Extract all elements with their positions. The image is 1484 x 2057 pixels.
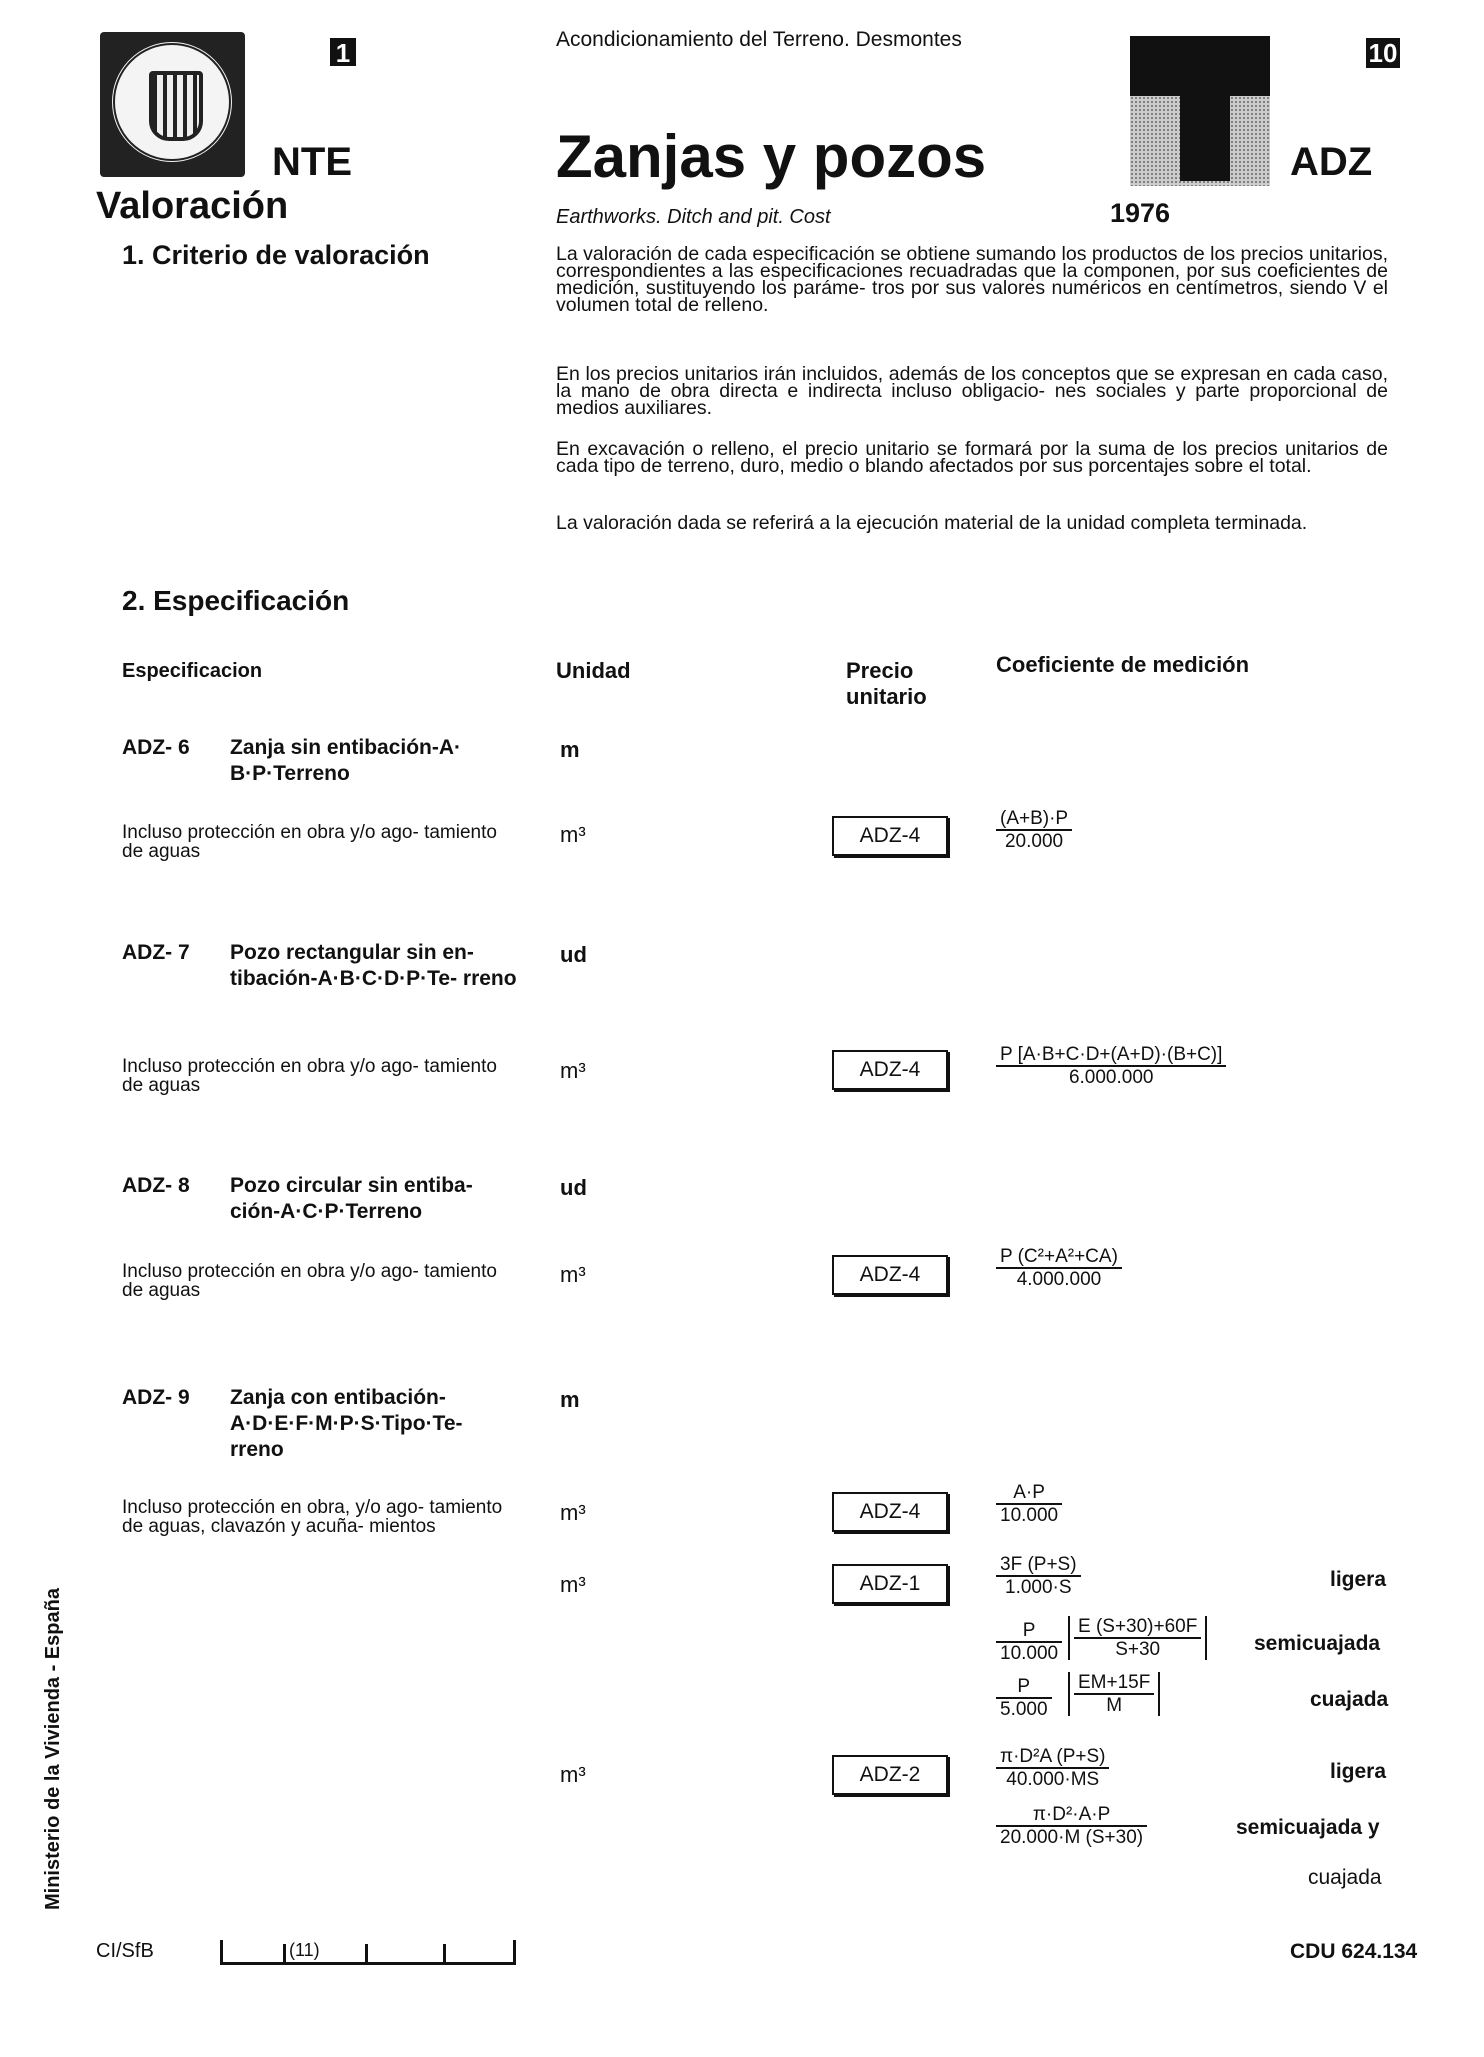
spec-note-adz9: Incluso protección en obra, y/o ago- tamiento de aguas, clavazón y acuña- mientos (122, 1497, 503, 1537)
coef-adz7-num: P [A·B+C·D+(A+D)·(B+C)] (996, 1044, 1226, 1067)
coef-adz6-num: (A+B)·P (996, 808, 1072, 831)
price-ref-adz2: ADZ-2 (832, 1755, 948, 1795)
criterio-paragraph-1: La valoración de cada especificación se obtiene sumando los productos de los precios unitarios, correspondientes a las especificaciones recuadradas que la componen, por sus coeficientes de medición, sustituyendo los paráme- tros por sus valores numéricos en centímetros, siendo V el volumen total de relleno. (556, 243, 1388, 316)
series-label: NTE (272, 140, 352, 184)
price-ref-adz9: ADZ-4 (832, 1492, 948, 1532)
coef-adz2-semicuajada-den: 20.000·M (S+30) (1000, 1827, 1144, 1848)
coef-adz1-cuajada-bracket-num: EM+15F (1074, 1672, 1154, 1695)
coef-adz9-num: A·P (996, 1482, 1062, 1505)
adz-logo-icon (1130, 36, 1270, 186)
coef-adz2-semicuajada-num: π·D²·A·P (996, 1804, 1147, 1827)
coef-adz9-den: 10.000 (1000, 1505, 1059, 1526)
label-ligera-2: ligera (1330, 1760, 1387, 1783)
criterio-heading: 1. Criterio de valoración (122, 240, 430, 270)
coef-adz1-ligera-num: 3F (P+S) (996, 1554, 1081, 1577)
spec-code-adz7: ADZ- 7 (122, 941, 190, 964)
spec-note-adz6: Incluso protección en obra y/o ago- tamiento de aguas (122, 822, 497, 862)
coef-adz1-semicuajada-num: P (996, 1620, 1062, 1643)
ministry-vertical-label: Ministerio de la Vivienda - España (42, 1588, 64, 1910)
cdu-label: CDU 624.134 (1290, 1940, 1418, 1963)
year: 1976 (1110, 198, 1171, 228)
section-title: Valoración (96, 185, 289, 227)
spec-name-adz9: Zanja con entibación- A·D·E·F·M·P·S·Tipo·Te- rreno (230, 1386, 463, 1461)
coef-adz1-cuajada-num: P (996, 1676, 1052, 1699)
coef-adz1-semicuajada (996, 1620, 1062, 1664)
sheet-number-left: 1 (330, 38, 356, 66)
spec-note-adz8: Incluso protección en obra y/o ago- tamiento de aguas (122, 1261, 497, 1301)
sub-unit-adz7: m³ (560, 1058, 586, 1083)
label-cuajada-1: cuajada (1310, 1688, 1389, 1711)
coef-adz2-ligera-num: π·D²A (P+S) (996, 1746, 1109, 1769)
ruler-tick-3 (443, 1944, 446, 1962)
spec-unit-adz6: m (560, 737, 580, 762)
coef-adz1-semicuajada-bracket (1068, 1616, 1207, 1660)
coef-adz9 (996, 1482, 1062, 1526)
coef-adz1-cuajada-bracket-den: M (1106, 1695, 1123, 1716)
spec-name-adz8: Pozo circular sin entiba- ción-A·C·P·Terreno (230, 1174, 473, 1223)
criterio-paragraph-4: La valoración dada se referirá a la ejecución material de la unidad completa terminada. (556, 512, 1308, 534)
page-subtitle: Earthworks. Ditch and pit. Cost (556, 206, 831, 228)
sub-unit-adz2: m³ (560, 1762, 586, 1787)
price-ref-adz1: ADZ-1 (832, 1564, 948, 1604)
subject-line: Acondicionamiento del Terreno. Desmontes (556, 28, 962, 51)
ruler-tick-2 (365, 1944, 368, 1962)
coef-adz8 (996, 1246, 1122, 1290)
cfsb-ruler (220, 1940, 516, 1965)
spec-code-adz6: ADZ- 6 (122, 736, 190, 759)
col-header-spec: Especificacion (122, 660, 263, 682)
price-ref-adz7: ADZ-4 (832, 1050, 948, 1090)
label-semicuajada: semicuajada (1254, 1632, 1381, 1655)
coef-adz1-semicuajada-den: 10.000 (1000, 1643, 1059, 1664)
spec-note-adz7: Incluso protección en obra y/o ago- tamiento de aguas (122, 1056, 497, 1096)
col-header-price-2: unitario (846, 684, 927, 709)
especificacion-heading: 2. Especificación (122, 585, 350, 616)
col-header-price-1: Precio (846, 658, 914, 683)
col-header-coef: Coeficiente de medición (996, 652, 1250, 677)
page-title: Zanjas y pozos (556, 123, 987, 190)
label-semicuajada-y: semicuajada y (1236, 1816, 1380, 1839)
sub-unit-adz1: m³ (560, 1572, 586, 1597)
label-cuajada-2: cuajada (1308, 1866, 1382, 1889)
criterio-paragraph-2: En los precios unitarios irán incluidos, además de los conceptos que se expresan en cada caso, la mano de obra directa e indirecta incluso obligacio- nes sociales y parte proporcional de medios auxiliares. (556, 363, 1388, 419)
ministry-seal (100, 32, 245, 177)
sub-unit-adz9: m³ (560, 1500, 586, 1525)
coef-adz2-semicuajada (996, 1804, 1147, 1848)
coef-adz7 (996, 1044, 1226, 1088)
coef-adz1-semicuajada-bracket-num: E (S+30)+60F (1074, 1616, 1201, 1639)
coef-adz7-den: 6.000.000 (1068, 1067, 1154, 1088)
col-header-unit: Unidad (556, 658, 631, 683)
spec-code-adz8: ADZ- 8 (122, 1174, 190, 1197)
label-ligera-1: ligera (1330, 1568, 1387, 1591)
sub-unit-adz6: m³ (560, 822, 586, 847)
coef-adz1-ligera (996, 1554, 1081, 1598)
col-header-price (846, 658, 927, 710)
cfsb-label: CI/SfB (96, 1940, 154, 1962)
sub-unit-adz8: m³ (560, 1262, 586, 1287)
sheet-number-right: 10 (1366, 38, 1400, 68)
coef-adz6-den: 20.000 (1004, 831, 1064, 852)
spec-name-adz6: Zanja sin entibación-A· B·P·Terreno (230, 736, 462, 785)
spec-code-adz9: ADZ- 9 (122, 1386, 190, 1409)
coef-adz1-semicuajada-bracket-den: S+30 (1115, 1639, 1161, 1660)
code-label: ADZ (1290, 140, 1373, 184)
coef-adz1-cuajada-den: 5.000 (1000, 1699, 1048, 1720)
spec-unit-adz7: ud (560, 942, 587, 967)
coef-adz1-cuajada-bracket (1068, 1672, 1160, 1716)
spec-unit-adz8: ud (560, 1175, 587, 1200)
ruler-code: (11) (289, 1940, 320, 1960)
price-ref-adz6: ADZ-4 (832, 816, 948, 856)
coef-adz8-num: P (C²+A²+CA) (996, 1246, 1122, 1269)
coef-adz1-ligera-den: 1.000·S (1005, 1577, 1072, 1598)
coef-adz6 (996, 808, 1072, 852)
price-ref-adz8: ADZ-4 (832, 1255, 948, 1295)
coef-adz1-cuajada (996, 1676, 1052, 1720)
ruler-tick-1 (283, 1944, 286, 1962)
spec-unit-adz9: m (560, 1387, 580, 1412)
coef-adz2-ligera (996, 1746, 1109, 1790)
criterio-paragraph-3: En excavación o relleno, el precio unitario se formará por la suma de los precios unitarios de cada tipo de terreno, duro, medio o blando afectados por sus porcentajes sobre el total. (556, 438, 1388, 477)
coef-adz2-ligera-den: 40.000·MS (1006, 1769, 1100, 1790)
coef-adz8-den: 4.000.000 (1016, 1269, 1102, 1290)
spec-name-adz7: Pozo rectangular sin en- tibación-A·B·C·D·P·Te- rreno (230, 941, 517, 990)
